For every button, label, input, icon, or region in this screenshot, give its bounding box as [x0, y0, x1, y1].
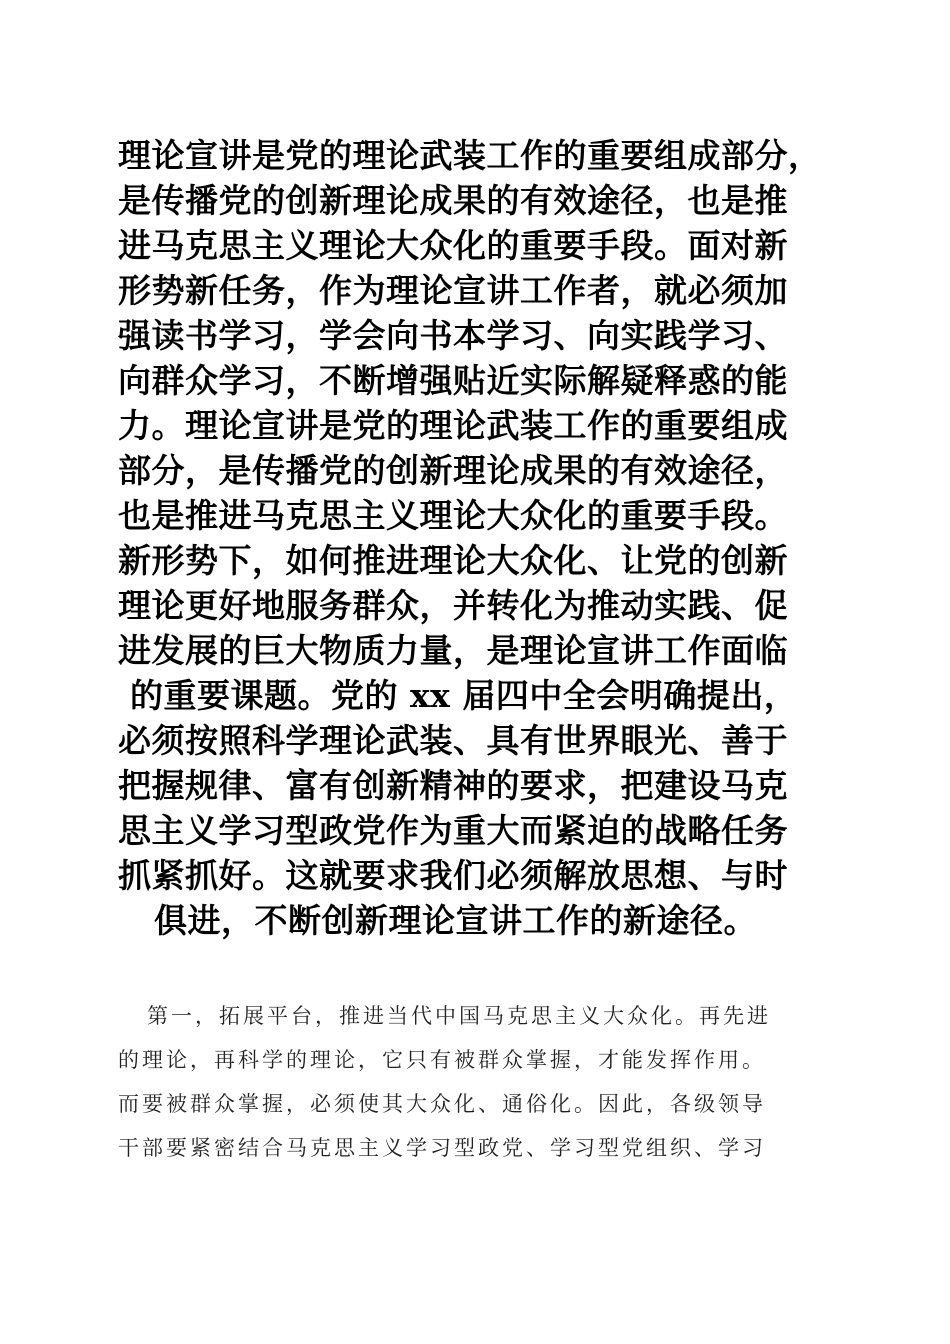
bold-line-11: 理论更好地服务群众，并转化为推动实践、促: [118, 586, 788, 625]
bold-paragraph: [118, 133, 838, 943]
body-line-3: 而要被群众掌握，必须使其大众化、通俗化。因此，各级领导: [118, 1092, 766, 1116]
bold-line-3: 进马克思主义理论大众化的重要手段。面对新: [118, 226, 788, 265]
body-line-2: 的理论，再科学的理论，它只有被群众掌握，才能发挥作用。: [118, 1048, 766, 1072]
bold-line-18: 俱进，不断创新理论宣讲工作的新途径。: [118, 901, 757, 940]
bold-line-10: 新形势下，如何推进理论大众化、让党的创新: [118, 541, 788, 580]
bold-line-4: 形势新任务，作为理论宣讲工作者，就必须加: [118, 271, 788, 310]
body-line-1: 第一，拓展平台，推进当代中国马克思主义大众化。再先进: [118, 1004, 772, 1028]
bold-line-2: 是传播党的创新理论成果的有效途径，也是推: [118, 181, 788, 220]
body-paragraph: [118, 994, 830, 1170]
bold-line-5: 强读书学习，学会向书本学习、向实践学习、: [118, 316, 788, 355]
bold-line-13: 的重要课题。党的 xx 届四中全会明确提出，: [118, 676, 798, 715]
bold-line-15: 把握规律、富有创新精神的要求，把建设马克: [118, 766, 788, 805]
body-line-4: 干部要紧密结合马克思主义学习型政党、学习型党组织、学习: [118, 1136, 766, 1160]
bold-line-1: 理论宣讲是党的理论武装工作的重要组成部分，: [118, 136, 822, 175]
bold-line-8: 部分，是传播党的创新理论成果的有效途径，: [118, 451, 788, 490]
bold-line-6: 向群众学习，不断增强贴近实际解疑释惑的能: [118, 361, 788, 400]
bold-line-7: 力。理论宣讲是党的理论武装工作的重要组成: [118, 406, 788, 445]
bold-line-16: 思主义学习型政党作为重大而紧迫的战略任务: [118, 811, 788, 850]
bold-line-17: 抓紧抓好。这就要求我们必须解放思想、与时: [118, 856, 788, 895]
bold-line-9: 也是推进马克思主义理论大众化的重要手段。: [118, 496, 788, 535]
bold-line-14: 必须按照科学理论武装、具有世界眼光、善于: [118, 721, 788, 760]
bold-line-12: 进发展的巨大物质力量，是理论宣讲工作面临: [118, 631, 788, 670]
